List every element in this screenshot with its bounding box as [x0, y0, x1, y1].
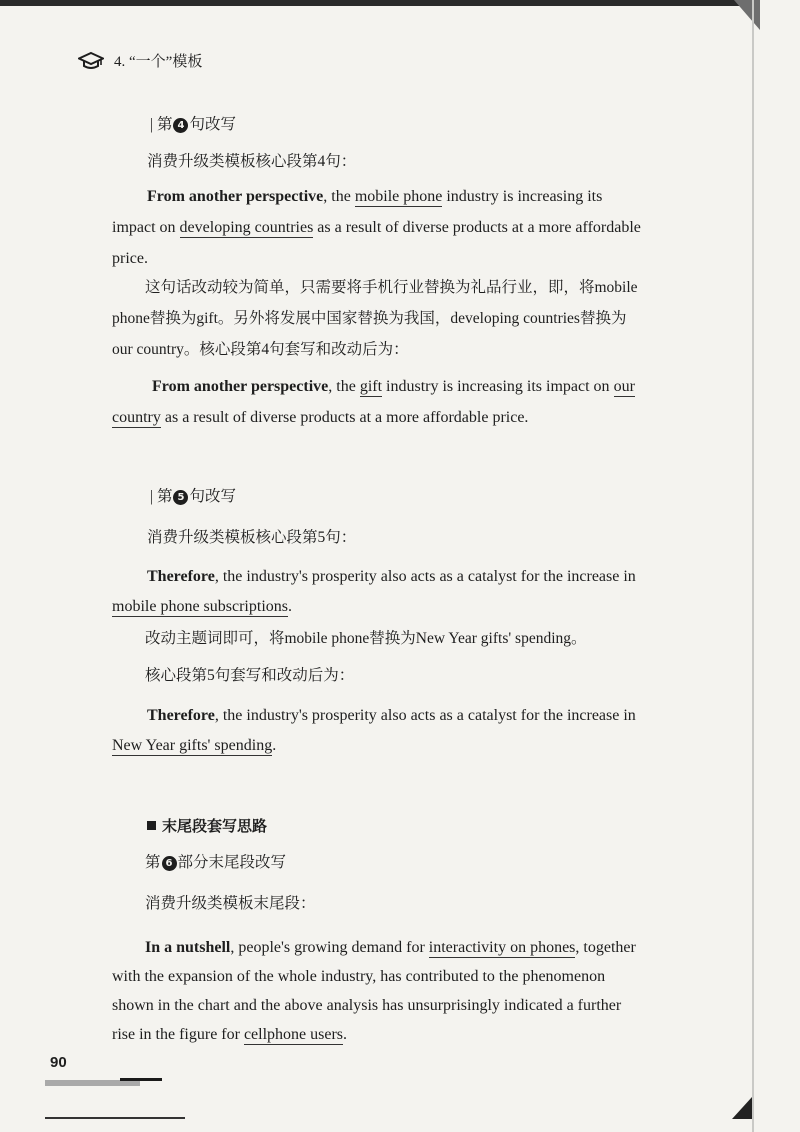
number-4-badge: 4	[173, 118, 188, 133]
end-intro: 消费升级类模板末尾段：	[145, 895, 316, 912]
s4-ex2-line2: country as a result of diverse products at a more affordable price.	[112, 409, 529, 426]
top-edge-bar	[0, 0, 745, 6]
number-5-badge: 5	[173, 490, 188, 505]
s4-desc-line2: phone替换为gift。另外将发展中国家替换为我国，developing countries替换为	[112, 310, 627, 327]
s4-ex2-line1: From another perspective, the gift industry is increasing its impact on our	[152, 378, 635, 395]
end-subtitle: 第 6 部分末尾段改写	[145, 854, 287, 871]
s4-desc-line3: our country。核心段第4句套写和改动后为：	[112, 341, 409, 358]
s4-ex1-line2: impact on developing countries as a result of diverse products at a more affordable	[112, 219, 641, 236]
square-bullet-icon	[147, 821, 156, 830]
footer-black-bar	[120, 1078, 162, 1081]
end-ex-line1: In a nutshell, people's growing demand for interactivity on phones, together	[145, 939, 636, 956]
end-ex-line2: with the expansion of the whole industry, has contributed to the phenomenon	[112, 968, 606, 985]
s5-ex2-line1: Therefore, the industry's prosperity also acts as a catalyst for the increase in	[147, 707, 636, 724]
binding-edge	[752, 0, 754, 1132]
section-title: 4. “一个”模板	[114, 54, 203, 70]
s5-intro: 消费升级类模板核心段第5句：	[147, 529, 357, 546]
s5-ex1-line1: Therefore, the industry's prosperity also acts as a catalyst for the increase in	[147, 568, 636, 585]
footer-rule	[45, 1117, 185, 1119]
s5-desc-line1: 改动主题词即可，将mobile phone替换为New Year gifts' spending。	[145, 630, 587, 647]
end-ex-line3: shown in the chart and the above analysis has unsurprisingly indicated a further	[112, 997, 622, 1014]
number-6-badge: 6	[162, 856, 177, 871]
section-header	[78, 50, 202, 71]
s5-ex2-line2: New Year gifts' spending.	[112, 737, 277, 754]
s4-intro: 消费升级类模板核心段第4句：	[147, 153, 357, 170]
graduation-cap-icon	[78, 51, 104, 71]
s4-ex1-line1: From another perspective, the mobile phone industry is increasing its	[147, 188, 603, 205]
s4-ex1-line3: price.	[112, 250, 148, 267]
s5-ex1-line2: mobile phone subscriptions.	[112, 598, 292, 615]
end-ex-line4: rise in the figure for cellphone users.	[112, 1026, 348, 1043]
s4-desc-line1: 这句话改动较为简单，只需要将手机行业替换为礼品行业，即，将mobile	[145, 279, 638, 296]
page-corner-shadow	[734, 0, 760, 30]
s5-title: | 第 5 句改写	[150, 488, 236, 505]
s4-title: | 第 4 句改写	[150, 116, 236, 133]
page-corner-bottom	[732, 1097, 752, 1119]
end-heading: 末尾段套写思路	[147, 816, 267, 836]
page-number: 90	[50, 1054, 67, 1071]
s5-desc-line2: 核心段第5句套写和改动后为：	[145, 667, 355, 684]
